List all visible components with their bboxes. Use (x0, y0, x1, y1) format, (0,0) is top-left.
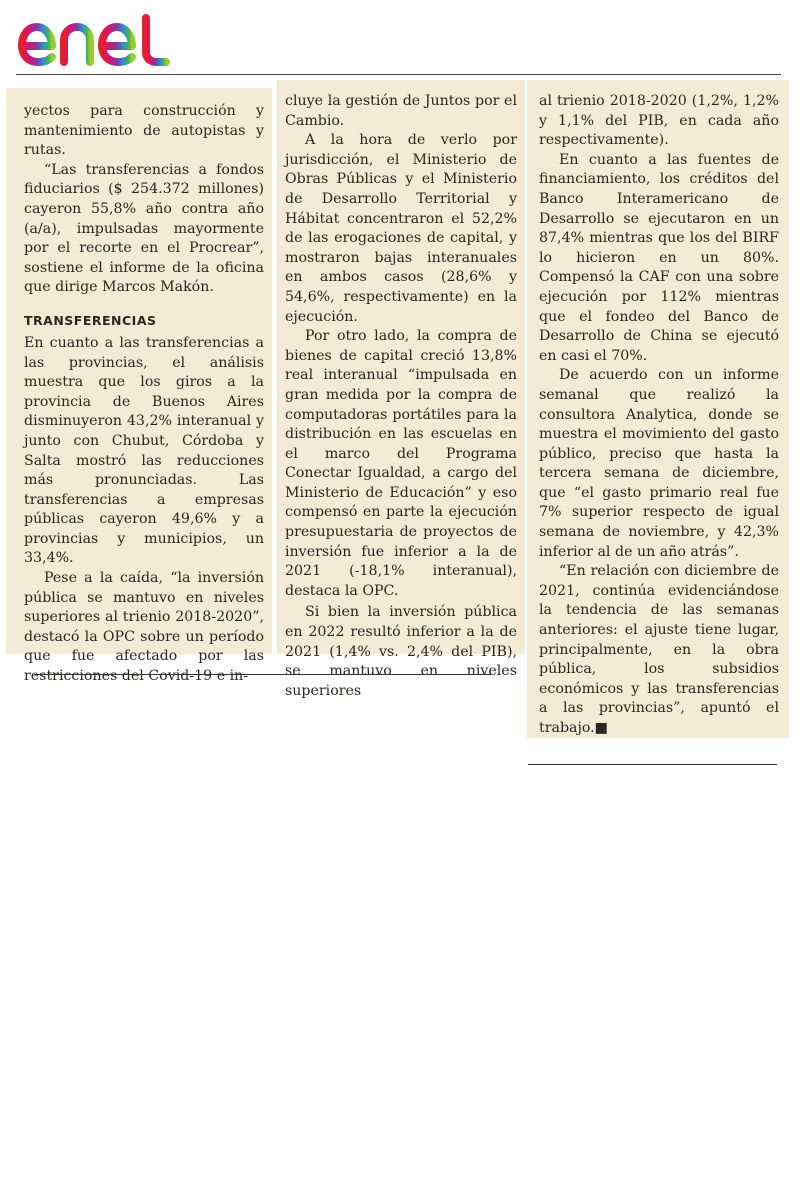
article-column-2 (277, 80, 525, 699)
header-rule (16, 74, 781, 75)
section-heading: TRANSFERENCIAS (24, 312, 157, 328)
paragraph: En cuanto a las transferencias a las provincias, el análisis muestra que los giros a la provincia de Buenos Aires disminuyeron 43,2% interanual y junto con Chubut, Córdoba y Salta mostró las reducciones más pronunciadas. Las transferencias a empresas públicas cayeron 49,6% y a provincias y municipios, un 33,4%. (24, 334, 264, 567)
paragraph: Por otro lado, la compra de bienes de capital creció 13,8% real interanual “impulsada en gran medida por la compra de computadoras portátiles para la distribución en las escuelas en el marco del Programa Conectar Igualdad, a cargo del Ministerio de Educación” y eso compensó en parte la ejecución presupuestaria de proyectos de inversión fue inferior a la de 2021 (-18,1% interanual), destaca la OPC. (285, 328, 517, 599)
paragraph: A la hora de verlo por jurisdicción, el Ministerio de Obras Públicas y el Ministerio de Desarrollo Territorial y Hábitat concentraron el 52,2% de las erogaciones de capital, y mostraron bajas interanuales en ambos casos (28,6% y 54,6%, respectivamente) en la ejecución. (285, 132, 517, 325)
paragraph: Si bien la inversión pública en 2022 resultó inferior a la de 2021 (1,4% vs. 2,4% del PIB), se mantuvo en niveles superiores (285, 604, 517, 699)
paragraph: Pese a la caída, “la inversión pública se mantuvo en niveles superiores al trienio 2018-2020”, destacó la OPC sobre un período que fue afectado por las restricciones del Covid-19 e in- (24, 570, 264, 685)
paragraph: cluye la gestión de Juntos por el Cambio. (285, 93, 517, 129)
divider-line (528, 764, 777, 765)
paragraph: yectos para construcción y mantenimiento de autopistas y rutas. (24, 103, 264, 159)
paragraph: En cuanto a las fuentes de financiamiento, los créditos del Banco Interamericano de Desarrollo se ejecutaron en un 87,4% mientras que los del BIRF lo hicieron en un 80%. Compensó la CAF con una sobre ejecución por 112% mientras que el fondeo del Banco de Desarrollo de China se ejecutó en casi el 70%. (539, 151, 779, 364)
divider-line (34, 674, 491, 675)
article-column-3 (527, 80, 789, 738)
paragraph: “En relación con diciembre de 2021, continúa evidenciándose la tendencia de las semanas anteriores: el ajuste tiene lugar, principalmente, en la obra pública, los subsidios económicos y las transferencias a las provincias”, apuntó el trabajo.■ (539, 563, 779, 736)
article-column-1 (6, 88, 272, 685)
paragraph: “Las transferencias a fondos fiduciarios ($ 254.372 millones) cayeron 55,8% año contra año (a/a), impulsadas mayormente por el recorte en el Procrear”, sostiene el informe de la oficina que dirige Marcos Makón. (24, 161, 264, 296)
paragraph: De acuerdo con un informe semanal que realizó la consultora Analytica, donde se muestra el movimiento del gasto público, preciso que hasta la tercera semana de diciembre, que “el gasto primario real fue 7% superior respecto de igual semana de noviembre, y 42,3% inferior al de un año atrás”. (539, 367, 779, 560)
enel-logo (16, 14, 186, 70)
paragraph: al trienio 2018-2020 (1,2%, 1,2% y 1,1% del PIB, en cada año respectivamente). (539, 93, 779, 149)
